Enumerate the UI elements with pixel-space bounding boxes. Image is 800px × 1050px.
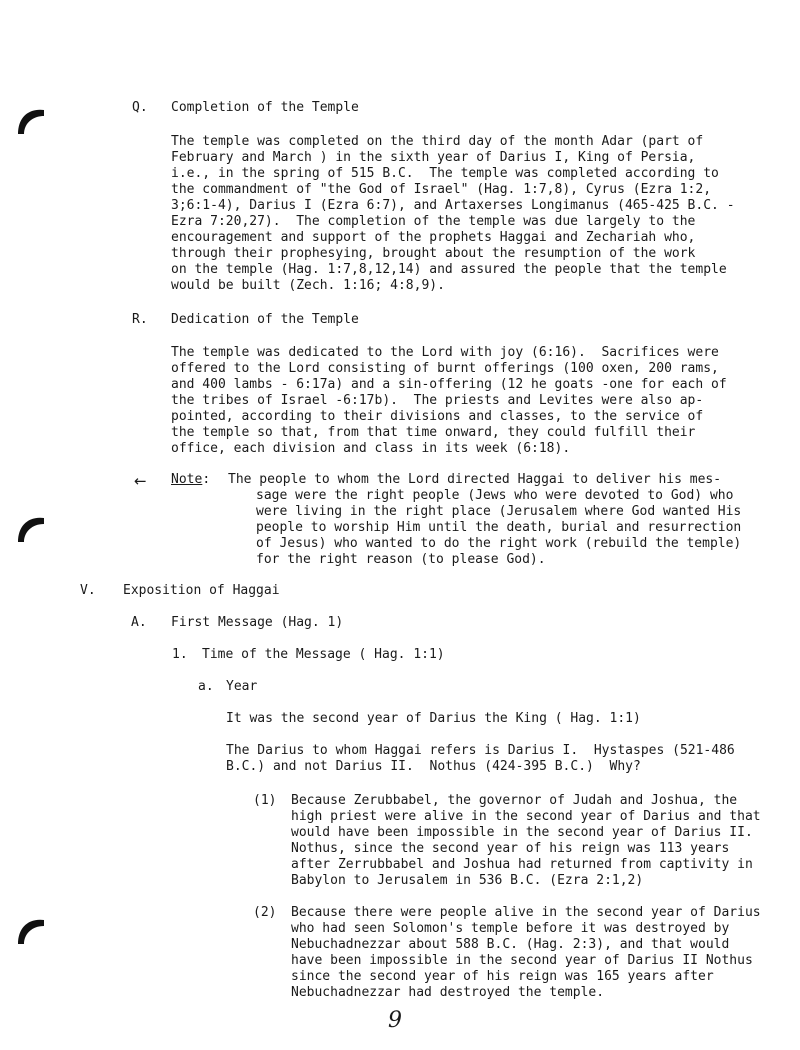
- section-v-numeral: V.: [80, 583, 96, 598]
- section-q-line: would be built (Zech. 1:16; 4:8,9).: [171, 278, 445, 293]
- note-line: for the right reason (to please God).: [256, 552, 546, 567]
- subitem-a-letter: a.: [198, 679, 214, 694]
- note-line: people to worship Him until the death, burial and resurrection: [256, 520, 742, 535]
- reason-2-line: Nebuchadnezzar had destroyed the temple.: [291, 985, 605, 1000]
- section-q-line: i.e., in the spring of 515 B.C. The temple was completed according to: [171, 166, 719, 181]
- section-q-line: The temple was completed on the third day of the month Adar (part of: [171, 134, 704, 149]
- note-label-wrap: [171, 472, 210, 488]
- section-r-line: pointed, according to their divisions and classes, to the service of: [171, 409, 704, 424]
- note-line: were living in the right place (Jerusalem where God wanted His: [256, 504, 742, 519]
- section-r-line: offered to the Lord consisting of burnt offerings (100 oxen, 200 rams,: [171, 361, 719, 376]
- reason-2-line: Nebuchadnezzar about 588 B.C. (Hag. 2:3), and that would: [291, 937, 730, 952]
- subsection-a-heading: First Message (Hag. 1): [171, 615, 344, 630]
- item-1-number: 1.: [172, 647, 188, 662]
- section-q-line: Ezra 7:20,27). The completion of the temple was due largely to the: [171, 214, 696, 229]
- section-r-line: The temple was dedicated to the Lord with joy (6:16). Sacrifices were: [171, 345, 719, 360]
- item-1-heading: Time of the Message ( Hag. 1:1): [202, 647, 445, 662]
- section-r-line: office, each division and class in its week (6:18).: [171, 441, 571, 456]
- binder-hole-top: [14, 104, 48, 138]
- section-q-line: February and March ) in the sixth year of Darius I, King of Persia,: [171, 150, 696, 165]
- note-line: The people to whom the Lord directed Haggai to deliver his mes-: [228, 472, 722, 487]
- year-paragraph: It was the second year of Darius the King ( Hag. 1:1): [226, 711, 641, 726]
- reason-1-number: (1): [253, 793, 277, 808]
- section-v-heading: Exposition of Haggai: [123, 583, 280, 598]
- section-r-letter: R.: [132, 312, 148, 327]
- section-q-line: the commandment of "the God of Israel" (Hag. 1:7,8), Cyrus (Ezra 1:2,: [171, 182, 712, 197]
- reason-1-line: Because Zerubbabel, the governor of Judah and Joshua, the: [291, 793, 738, 808]
- section-q-heading: Completion of the Temple: [171, 100, 359, 115]
- reason-1-line: after Zerrubbabel and Joshua had returned from captivity in: [291, 857, 753, 872]
- darius-line: The Darius to whom Haggai refers is Darius I. Hystaspes (521-486: [226, 743, 735, 758]
- section-q-line: through their prophesying, brought about the resumption of the work: [171, 246, 696, 261]
- reason-2-line: since the second year of his reign was 165 years after: [291, 969, 714, 984]
- reason-2-line: have been impossible in the second year of Darius II Nothus: [291, 953, 753, 968]
- note-label: Note: [171, 472, 203, 487]
- darius-line: B.C.) and not Darius II. Nothus (424-395 B.C.) Why?: [226, 759, 641, 774]
- section-q-letter: Q.: [132, 100, 148, 115]
- subsection-a-letter: A.: [131, 615, 147, 630]
- section-r-line: and 400 lambs - 6:17a) and a sin-offering (12 he goats -one for each of: [171, 377, 727, 392]
- subitem-a-heading: Year: [226, 679, 258, 694]
- reason-1-line: high priest were alive in the second year of Darius and that: [291, 809, 761, 824]
- reason-2-line: Because there were people alive in the second year of Darius: [291, 905, 761, 920]
- note-line: sage were the right people (Jews who were devoted to God) who: [256, 488, 734, 503]
- binder-hole-middle: [14, 512, 48, 546]
- section-q-line: on the temple (Hag. 1:7,8,12,14) and assured the people that the temple: [171, 262, 727, 277]
- reason-2-number: (2): [253, 905, 277, 920]
- section-q-line: 3;6:1-4), Darius I (Ezra 6:7), and Artaxerses Longimanus (465-425 B.C. -: [171, 198, 735, 213]
- reason-1-line: Nothus, since the second year of his reign was 113 years: [291, 841, 730, 856]
- note-line: of Jesus) who wanted to do the right work (rebuild the temple): [256, 536, 742, 551]
- reason-1-line: would have been impossible in the second year of Darius II.: [291, 825, 753, 840]
- section-r-line: the tribes of Israel -6:17b). The priests and Levites were also ap-: [171, 393, 704, 408]
- section-r-heading: Dedication of the Temple: [171, 312, 359, 327]
- note-colon: :: [202, 472, 211, 487]
- reason-2-line: who had seen Solomon's temple before it was destroyed by: [291, 921, 730, 936]
- reason-1-line: Babylon to Jerusalem in 536 B.C. (Ezra 2:1,2): [291, 873, 644, 888]
- section-r-line: the temple so that, from that time onward, they could fulfill their: [171, 425, 696, 440]
- page-number: 9: [388, 1008, 402, 1033]
- section-q-line: encouragement and support of the prophets Haggai and Zechariah who,: [171, 230, 696, 245]
- binder-hole-bottom: [14, 914, 48, 948]
- left-arrow-icon: ←: [134, 472, 147, 490]
